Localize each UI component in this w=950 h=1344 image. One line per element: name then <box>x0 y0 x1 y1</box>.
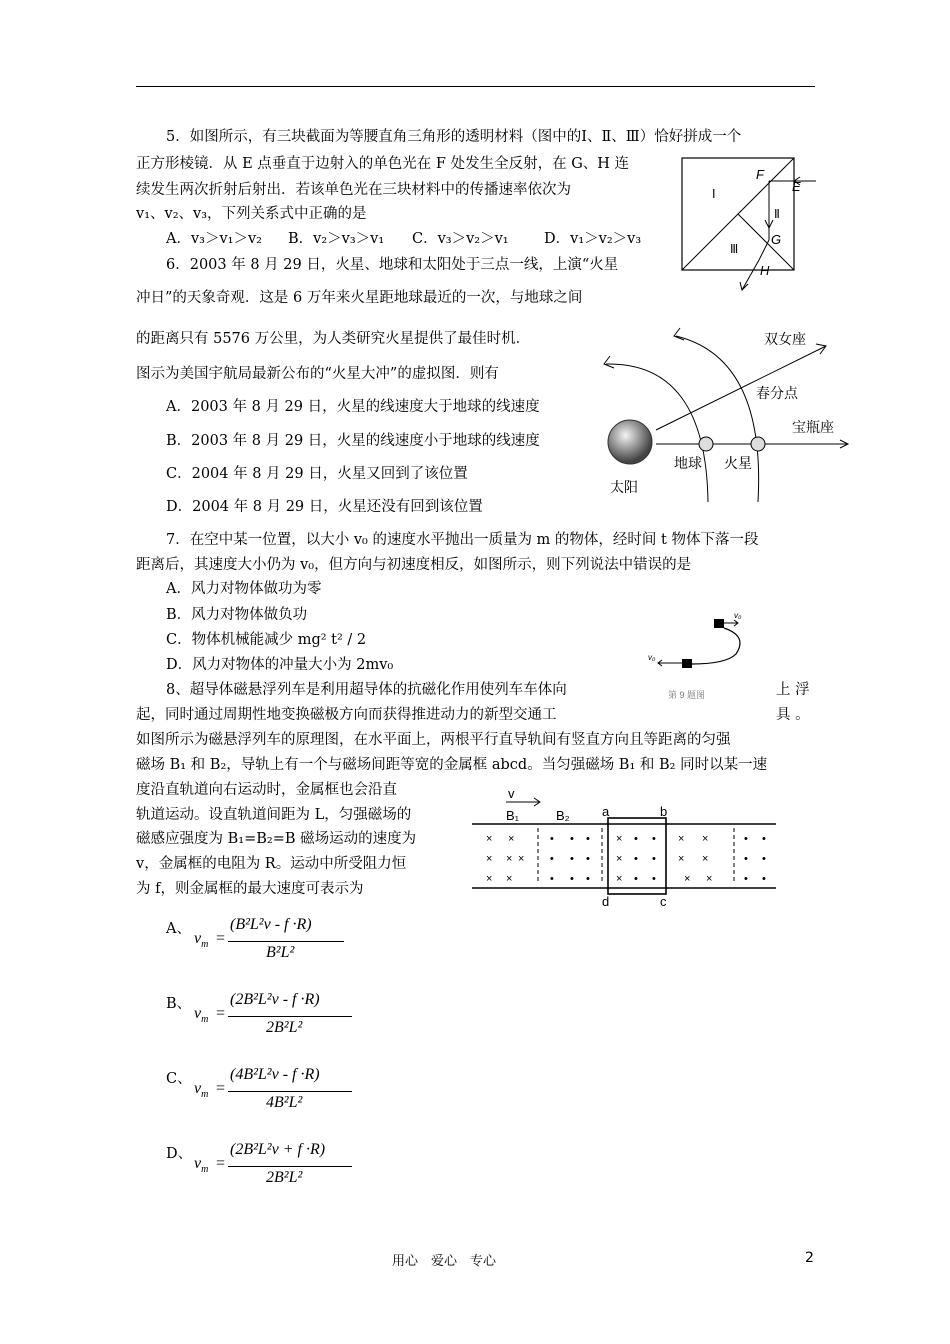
q8-option-b-label: B、 <box>166 996 192 1012</box>
q8-line5: 度沿直轨道向右运动时，金属框也会沿直 <box>136 782 397 798</box>
svg-text:•: • <box>652 873 656 885</box>
svg-text:×: × <box>684 873 691 885</box>
earth-orbit-arrow <box>604 356 614 368</box>
q8-formula-d: $v_m$ = (2B²L²v + f ·R) 2B²L² <box>194 1141 364 1191</box>
svg-text:•: • <box>744 873 748 885</box>
svg-text:•: • <box>586 853 590 865</box>
svg-text:×: × <box>506 873 513 885</box>
q6-option-a: A．2003 年 8 月 29 日，火星的线速度大于地球的线速度 <box>166 399 540 415</box>
label-e: E <box>792 179 801 194</box>
ray-out <box>742 260 759 290</box>
svg-text:•: • <box>652 853 656 865</box>
q5-line4: v₁、v₂、v₃，下列关系式中正确的是 <box>136 206 367 222</box>
footer-motto: 用心 爱心 专心 <box>392 1254 497 1269</box>
q6-line3: 的距离只有 5576 万公里，为人类研究火星提供了最佳时机． <box>136 331 531 347</box>
q5-option-d: D．v₁＞v₂＞v₃ <box>544 231 642 247</box>
fig-a-label: a <box>602 804 610 819</box>
q7-option-b: B．风力对物体做负功 <box>166 607 308 623</box>
q8-line1b: 上 浮 <box>776 682 810 698</box>
q7-line2: 距离后，其速度大小仍为 v₀，但方向与初速度相反，如图所示，则下列说法中错误的是 <box>136 557 692 573</box>
svg-text:•: • <box>762 853 766 865</box>
q5-option-a: A．v₃＞v₁＞v₂ <box>166 231 262 247</box>
q6-option-b: B．2003 年 8 月 29 日，火星的线速度小于地球的线速度 <box>166 433 540 449</box>
fig-b2-label: B₂ <box>556 808 570 823</box>
q8-line2b: 具 。 <box>776 707 810 723</box>
svg-text:•: • <box>634 853 638 865</box>
vernal-label: 春分点 <box>756 385 798 401</box>
q6-orbit-figure <box>596 322 856 504</box>
object-end <box>682 659 692 668</box>
svg-text:×: × <box>518 853 525 865</box>
q8-formula-c: $v_m$ = (4B²L²v - f ·R) 4B²L² <box>194 1066 364 1116</box>
header-rule <box>136 86 815 87</box>
svg-text:•: • <box>634 873 638 885</box>
object-start <box>714 619 724 628</box>
svg-text:×: × <box>506 853 513 865</box>
v0-label-bottom: v₀ <box>648 653 656 662</box>
svg-text:×: × <box>702 853 709 865</box>
q8-line7: 磁感应强度为 B₁=B₂=B 磁场运动的速度为 <box>136 831 417 847</box>
q8-line3: 如图所示为磁悬浮列车的原理图，在水平面上，两根平行直导轨间有竖直方向且等距离的匀强 <box>136 732 731 748</box>
q6-option-c: C．2004 年 8 月 29 日，火星又回到了该位置 <box>166 466 468 482</box>
label-g: G <box>771 232 782 247</box>
mars-ball <box>751 437 765 451</box>
svg-text:•: • <box>652 833 656 845</box>
svg-text:•: • <box>550 873 554 885</box>
svg-text:×: × <box>616 853 623 865</box>
sun-label: 太阳 <box>610 479 638 495</box>
q8-line9: 为 f，则金属框的最大速度可表示为 <box>136 881 364 897</box>
svg-text:•: • <box>586 833 590 845</box>
aquarius-label: 宝瓶座 <box>792 419 834 435</box>
q6-option-d: D．2004 年 8 月 29 日，火星还没有回到该位置 <box>166 499 483 515</box>
q6-line4: 图示为美国宇航局最新公布的“火星大冲”的虚拟图．则有 <box>136 366 499 382</box>
svg-text:×: × <box>486 873 493 885</box>
trajectory-curve <box>692 628 740 664</box>
svg-text:•: • <box>570 853 574 865</box>
gemini-label: 双女座 <box>764 331 806 347</box>
q5-line3: 续发生两次折射后射出．若该单色光在三块材料中的传播速率依次为 <box>136 182 571 198</box>
svg-text:×: × <box>616 873 623 885</box>
page-number: 2 <box>805 1250 814 1266</box>
q7-option-d: D．风力对物体的冲量大小为 2mv₀ <box>166 657 394 673</box>
q8-formula-b: $v_m$ = (2B²L²v - f ·R) 2B²L² <box>194 991 364 1041</box>
svg-text:•: • <box>570 873 574 885</box>
q8-line2a: 起，同时通过周期性地变换磁极方向而获得推进动力的新型交通工 <box>136 707 557 723</box>
svg-text:•: • <box>762 833 766 845</box>
svg-text:•: • <box>744 833 748 845</box>
q8-formula-a: $v_m$ = (B²L²v - f ·R) B²L² <box>194 916 364 966</box>
svg-text:×: × <box>702 833 709 845</box>
sun-ball <box>608 420 652 464</box>
label-region-3: Ⅲ <box>730 242 739 256</box>
q6-line1: 6．2003 年 8 月 29 日，火星、地球和太阳处于三点一线，上演“火星 <box>166 257 619 273</box>
q8-maglev-figure <box>466 786 782 910</box>
label-f: F <box>756 167 764 182</box>
q7-line1: 7．在空中某一位置，以大小 v₀ 的速度水平抛出一质量为 m 的物体，经时间 t 物体下落一段 <box>166 532 759 548</box>
earth-ball <box>699 437 713 451</box>
q6-line2: 冲日”的天象奇观．这是 6 万年来火星距地球最近的一次，与地球之间 <box>136 290 583 306</box>
svg-text:×: × <box>486 833 493 845</box>
q5-line1: 5．如图所示，有三块截面为等腰直角三角形的透明材料（图中的Ⅰ、Ⅱ、Ⅲ）恰好拼成一个 <box>166 129 742 145</box>
q8-line6: 轨道运动。设直轨道间距为 L，匀强磁场的 <box>136 807 412 823</box>
q5-line2: 正方形棱镜．从 E 点垂直于边射入的单色光在 F 处发生全反射，在 G、H 连 <box>136 156 630 172</box>
v0-label-top: v₀ <box>734 611 742 620</box>
ray-refract <box>759 240 769 260</box>
q5-option-b: B．v₂＞v₃＞v₁ <box>288 231 385 247</box>
fig-b-label: b <box>660 804 668 819</box>
svg-text:×: × <box>508 833 515 845</box>
q8-line1a: 8、超导体磁悬浮列车是利用超导体的抗磁化作用使列车车体向 <box>166 682 567 698</box>
q7-option-c: C．物体机械能减少 mg² t² / 2 <box>166 632 367 648</box>
q5-option-c: C．v₃＞v₂＞v₁ <box>412 231 509 247</box>
svg-text:×: × <box>706 873 713 885</box>
svg-text:×: × <box>616 833 623 845</box>
fig-d-label: d <box>602 894 610 909</box>
svg-text:×: × <box>678 833 685 845</box>
q8-line4: 磁场 B₁ 和 B₂，导轨上有一个与磁场间距等宽的金属框 abcd。当匀强磁场 B₁ 和 B₂ 同时以某一速 <box>136 757 768 773</box>
fig-v-label: v <box>508 786 515 801</box>
q8-option-c-label: C、 <box>166 1071 192 1087</box>
q5-prism-figure <box>676 150 826 300</box>
fig-b1-label: B₁ <box>506 808 520 823</box>
label-h: H <box>760 263 770 278</box>
svg-text:•: • <box>570 833 574 845</box>
svg-text:•: • <box>550 853 554 865</box>
svg-text:•: • <box>634 833 638 845</box>
svg-text:•: • <box>586 873 590 885</box>
q7-trajectory-figure <box>640 606 775 706</box>
q7-option-a: A．风力对物体做功为零 <box>166 581 322 597</box>
gemini-line <box>656 346 826 430</box>
figure-caption: 第 9 题图 <box>668 690 706 700</box>
q8-line8: v，金属框的电阻为 R。运动中所受阻力恒 <box>136 856 407 872</box>
q8-option-d-label: D、 <box>166 1146 193 1162</box>
label-region-2: Ⅱ <box>774 207 780 221</box>
earth-label: 地球 <box>674 455 702 471</box>
svg-text:•: • <box>762 873 766 885</box>
mars-orbit <box>676 336 759 502</box>
svg-text:•: • <box>550 833 554 845</box>
q8-option-a-label: A、 <box>166 921 191 937</box>
svg-text:×: × <box>678 853 685 865</box>
fig-c-label: c <box>660 894 667 909</box>
mars-label: 火星 <box>724 455 752 471</box>
label-region-1: Ⅰ <box>712 187 716 201</box>
svg-text:×: × <box>486 853 493 865</box>
svg-text:•: • <box>744 853 748 865</box>
